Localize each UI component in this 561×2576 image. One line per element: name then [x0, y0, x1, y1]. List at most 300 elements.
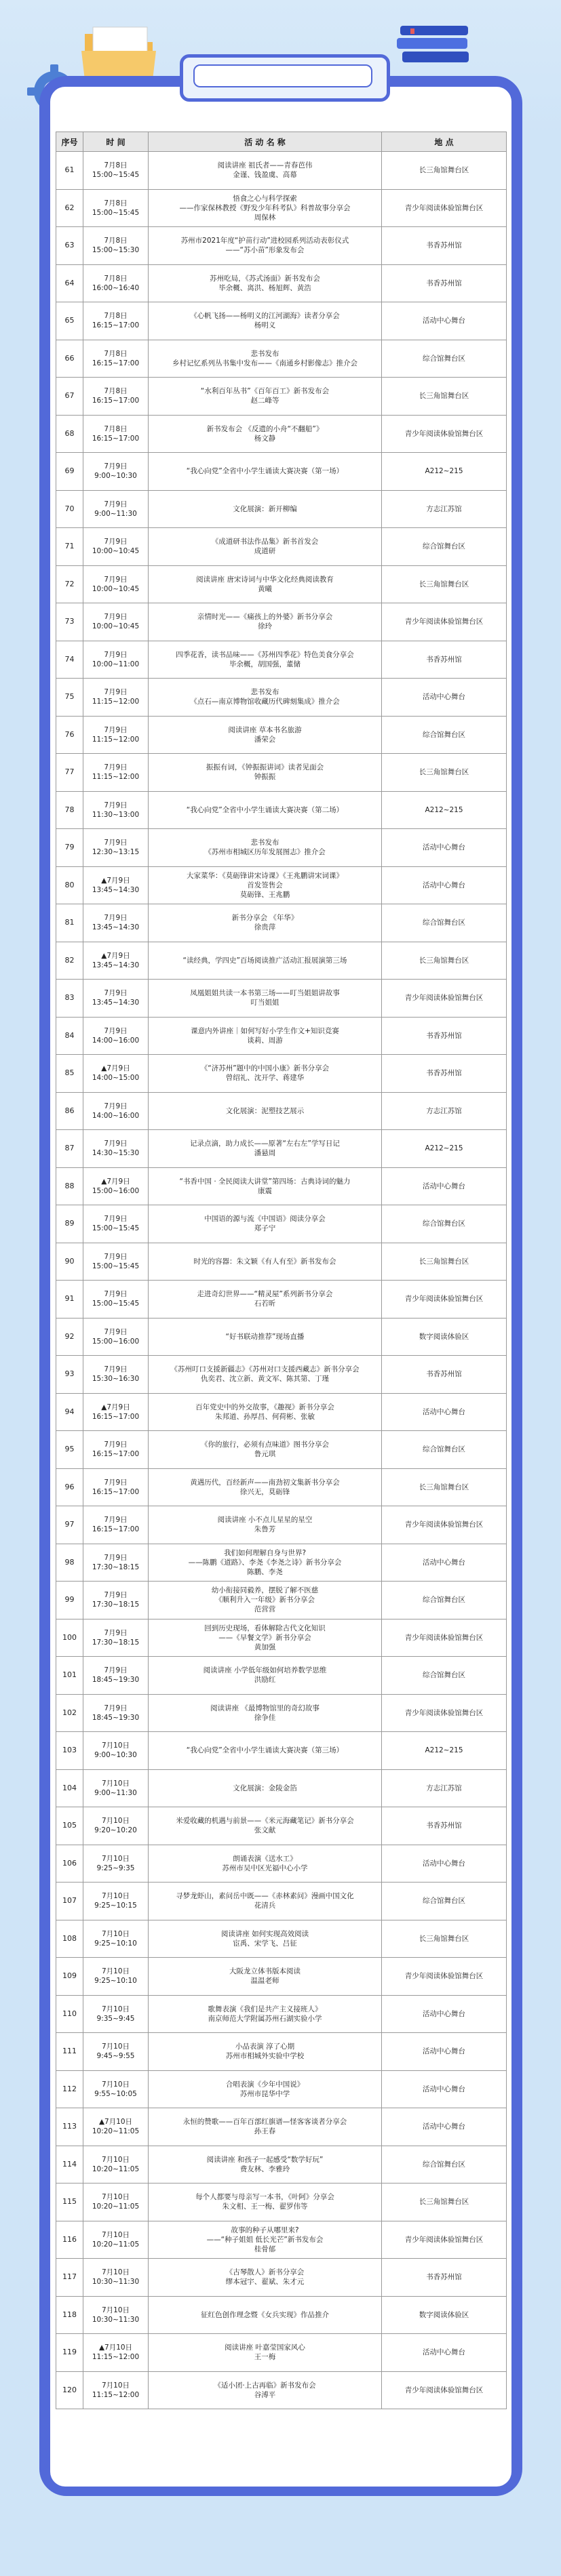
- row-index: 74: [56, 641, 83, 679]
- row-activity: 阅读讲座 唐宋诗词与中华文化经典阅读教育 黄曦: [149, 565, 382, 603]
- row-time: 7月9日 11:15~12:00: [83, 716, 149, 754]
- row-place: 活动中心舞台: [382, 2334, 507, 2372]
- row-index: 86: [56, 1092, 83, 1130]
- table-row: [56, 1092, 507, 1130]
- row-index: 120: [56, 2371, 83, 2409]
- row-place: 书香苏州馆: [382, 1055, 507, 1093]
- row-place: 青少年阅读体验馆舞台区: [382, 1506, 507, 1544]
- table-row: [56, 2371, 507, 2409]
- table-row: [56, 1167, 507, 1205]
- row-activity: 悟食之心与科学探索 ——作家保林教授《野发少年科考队》科普故事分享会 周保林: [149, 189, 382, 227]
- table-row: [56, 942, 507, 980]
- row-index: 92: [56, 1318, 83, 1356]
- schedule-table: [56, 132, 507, 2409]
- row-place: 活动中心舞台: [382, 1167, 507, 1205]
- row-activity: 《古琴散人》新书分享会 缪本冠宇、翟斌、朱才元: [149, 2259, 382, 2297]
- row-index: 109: [56, 1958, 83, 1996]
- row-time: 7月9日 18:45~19:30: [83, 1657, 149, 1695]
- row-place: 数字阅读体验区: [382, 1318, 507, 1356]
- row-activity: 阅读讲座 和孩子一起感受“数学好玩” 费友林、李雅玲: [149, 2146, 382, 2183]
- row-place: 综合馆舞台区: [382, 1883, 507, 1920]
- row-activity: 阅读讲座 草本书名旅游 潘荣会: [149, 716, 382, 754]
- table-row: [56, 1694, 507, 1732]
- table-row: [56, 1807, 507, 1845]
- row-activity: “水利百年丛书”《百年百工》新书发布会 赵二峰等: [149, 378, 382, 416]
- row-activity: “书香中国 · 全民阅读大讲堂”第四场：古典诗词的魅力 康震: [149, 1167, 382, 1205]
- row-activity: 新书发布会 《反遗的小舟“不翻船”》 杨文静: [149, 415, 382, 453]
- row-place: 青少年阅读体验馆舞台区: [382, 2221, 507, 2259]
- table-row: [56, 1393, 507, 1431]
- row-place: 方志江苏馆: [382, 1769, 507, 1807]
- row-index: 72: [56, 565, 83, 603]
- table-row: [56, 2183, 507, 2221]
- row-index: 119: [56, 2334, 83, 2372]
- table-row: [56, 189, 507, 227]
- row-index: 100: [56, 1619, 83, 1657]
- table-row: [56, 1845, 507, 1883]
- row-index: 105: [56, 1807, 83, 1845]
- row-time: 7月9日 17:30~18:15: [83, 1544, 149, 1582]
- row-activity: “我心向党”全省中小学生诵读大赛决赛（第二场）: [149, 791, 382, 829]
- row-time: 7月9日 17:30~18:15: [83, 1582, 149, 1619]
- row-time: 7月10日 9:25~10:10: [83, 1958, 149, 1996]
- table-row: [56, 791, 507, 829]
- row-time: 7月8日 16:15~17:00: [83, 302, 149, 340]
- row-index: 62: [56, 189, 83, 227]
- row-activity: 《适小团·上古再临》新书发布会 谷溥平: [149, 2371, 382, 2409]
- row-time: 7月9日 9:00~11:30: [83, 490, 149, 528]
- row-index: 87: [56, 1130, 83, 1168]
- row-activity: 我们如何理解自身与世界? ——陈鹏《道路》、李尧《李尧之诗》新书分享会 陈鹏、李尧: [149, 1544, 382, 1582]
- table-row: [56, 264, 507, 302]
- table-row: [56, 716, 507, 754]
- table-row: [56, 1732, 507, 1770]
- row-index: 64: [56, 264, 83, 302]
- row-index: 93: [56, 1356, 83, 1394]
- row-activity: 合唱表演《少年中国说》 苏州市昆华中学: [149, 2070, 382, 2108]
- table-row: [56, 490, 507, 528]
- row-activity: 苏州吃局，《苏式汤面》新书发布会 毕余概、离洪、杨旭辉、黄浩: [149, 264, 382, 302]
- row-time: 7月9日 16:15~17:00: [83, 1431, 149, 1469]
- row-time: 7月9日 15:00~16:00: [83, 1318, 149, 1356]
- row-index: 102: [56, 1694, 83, 1732]
- row-place: 长三角馆舞台区: [382, 1920, 507, 1958]
- row-place: 长三角馆舞台区: [382, 754, 507, 792]
- row-time: 7月8日 15:00~15:30: [83, 227, 149, 265]
- row-activity: “读经典，学四史”百场阅读推广活动汇报展演第三场: [149, 942, 382, 980]
- table-row: [56, 1657, 507, 1695]
- row-time: ▲7月9日 13:45~14:30: [83, 866, 149, 904]
- row-activity: 《“济苏州”题中的中国小康》新书分享会 曾绍礼、沈开学、蒋建华: [149, 1055, 382, 1093]
- row-index: 111: [56, 2033, 83, 2071]
- table-row: [56, 829, 507, 867]
- table-row: [56, 2334, 507, 2372]
- row-activity: 悲书发布 《苏州市相城区历年发展图志》推介会: [149, 829, 382, 867]
- table-row: [56, 2296, 507, 2334]
- table-row: [56, 1281, 507, 1319]
- row-activity: 朗诵表演《送水工》 苏州市吴中区光福中心小学: [149, 1845, 382, 1883]
- table-row: [56, 528, 507, 566]
- row-time: 7月9日 17:30~18:15: [83, 1619, 149, 1657]
- row-index: 63: [56, 227, 83, 265]
- row-place: 长三角馆舞台区: [382, 152, 507, 190]
- row-activity: 文化展演：泥塑技艺展示: [149, 1092, 382, 1130]
- table-row: [56, 340, 507, 378]
- row-index: 95: [56, 1431, 83, 1469]
- row-time: 7月9日 11:15~12:00: [83, 754, 149, 792]
- row-index: 114: [56, 2146, 83, 2183]
- row-index: 81: [56, 904, 83, 942]
- table-row: [56, 2259, 507, 2297]
- row-place: 综合馆舞台区: [382, 1431, 507, 1469]
- row-index: 108: [56, 1920, 83, 1958]
- row-activity: 永恒的赞歌——百年百部红旗谱—怪客客谈者分享会 孙王春: [149, 2108, 382, 2146]
- row-index: 90: [56, 1243, 83, 1281]
- row-activity: 亲情时光——《痛孩上的外婆》新书分享会 徐玲: [149, 603, 382, 641]
- row-place: 活动中心舞台: [382, 679, 507, 717]
- row-index: 97: [56, 1506, 83, 1544]
- row-time: 7月9日 11:15~12:00: [83, 679, 149, 717]
- table-row: [56, 1468, 507, 1506]
- row-time: 7月10日 9:25~9:35: [83, 1845, 149, 1883]
- row-index: 85: [56, 1055, 83, 1093]
- table-row: [56, 1544, 507, 1582]
- row-time: 7月10日 10:30~11:30: [83, 2296, 149, 2334]
- table-row: [56, 1431, 507, 1469]
- row-index: 107: [56, 1883, 83, 1920]
- table-row: [56, 1958, 507, 1996]
- row-time: 7月9日 10:00~11:00: [83, 641, 149, 679]
- row-place: 长三角馆舞台区: [382, 1468, 507, 1506]
- row-activity: 悲书发布 乡村记忆系列丛书集中发布——《南通乡村影像志》推介会: [149, 340, 382, 378]
- row-place: 综合馆舞台区: [382, 904, 507, 942]
- row-place: 综合馆舞台区: [382, 1205, 507, 1243]
- table-row: [56, 904, 507, 942]
- row-time: 7月8日 16:00~16:40: [83, 264, 149, 302]
- row-index: 118: [56, 2296, 83, 2334]
- row-index: 77: [56, 754, 83, 792]
- row-place: 长三角馆舞台区: [382, 1243, 507, 1281]
- row-index: 70: [56, 490, 83, 528]
- row-index: 82: [56, 942, 83, 980]
- row-time: 7月9日 9:00~10:30: [83, 453, 149, 491]
- row-place: 书香苏州馆: [382, 227, 507, 265]
- row-activity: 中国语的源与流《中国语》阅读分享会 郑子宁: [149, 1205, 382, 1243]
- row-place: 长三角馆舞台区: [382, 565, 507, 603]
- row-index: 89: [56, 1205, 83, 1243]
- row-place: 活动中心舞台: [382, 2070, 507, 2108]
- row-activity: 记录点滴，助力成长——原著“左右左”学写日记 潘悬周: [149, 1130, 382, 1168]
- row-place: 青少年阅读体验馆舞台区: [382, 980, 507, 1018]
- row-place: 活动中心舞台: [382, 302, 507, 340]
- row-time: 7月9日 14:00~16:00: [83, 1017, 149, 1055]
- row-time: ▲7月9日 16:15~17:00: [83, 1393, 149, 1431]
- row-time: 7月8日 16:15~17:00: [83, 415, 149, 453]
- row-activity: 《成道研书法作品集》新书首发会 成道研: [149, 528, 382, 566]
- row-place: 书香苏州馆: [382, 641, 507, 679]
- row-time: 7月10日 9:20~10:20: [83, 1807, 149, 1845]
- table-row: [56, 2221, 507, 2259]
- row-index: 96: [56, 1468, 83, 1506]
- row-time: 7月9日 13:45~14:30: [83, 980, 149, 1018]
- row-activity: 《心帆飞扬——杨明义的江河湖海》读者分享会 杨明义: [149, 302, 382, 340]
- row-activity: 故事的种子从哪里来? ——“种子姐姐 低长光芒”新书发布会 桂骨郁: [149, 2221, 382, 2259]
- table-row: [56, 866, 507, 904]
- table-row: [56, 227, 507, 265]
- table-row: [56, 1017, 507, 1055]
- row-time: 7月10日 9:25~10:15: [83, 1883, 149, 1920]
- row-time: 7月9日 14:00~16:00: [83, 1092, 149, 1130]
- table-row: [56, 1883, 507, 1920]
- row-time: 7月10日 10:20~11:05: [83, 2183, 149, 2221]
- row-index: 101: [56, 1657, 83, 1695]
- row-place: 青少年阅读体验馆舞台区: [382, 2371, 507, 2409]
- row-activity: 阅读讲座 小学低年级如何培养数学思维 洪励红: [149, 1657, 382, 1695]
- row-index: 94: [56, 1393, 83, 1431]
- row-time: 7月10日 9:55~10:05: [83, 2070, 149, 2108]
- row-index: 68: [56, 415, 83, 453]
- row-activity: 文化展演：新开柳编: [149, 490, 382, 528]
- row-time: ▲7月9日 13:45~14:30: [83, 942, 149, 980]
- row-index: 75: [56, 679, 83, 717]
- row-index: 98: [56, 1544, 83, 1582]
- row-activity: 米爱收藏的机遇与前景——《米元海藏笔记》新书分享会 张文献: [149, 1807, 382, 1845]
- row-index: 80: [56, 866, 83, 904]
- row-place: 综合馆舞台区: [382, 2146, 507, 2183]
- row-place: 青少年阅读体验馆舞台区: [382, 1958, 507, 1996]
- header-index: 序号: [56, 132, 83, 152]
- row-activity: “我心向党”全省中小学生诵读大赛决赛（第三场）: [149, 1732, 382, 1770]
- row-time: ▲7月10日 11:15~12:00: [83, 2334, 149, 2372]
- row-place: 方志江苏馆: [382, 1092, 507, 1130]
- row-activity: 黄遇历代，百经新声——南劲初文集新书分享会 徐兴无，莫砺锋: [149, 1468, 382, 1506]
- row-activity: 幼小衔接同毅养，摆脱了解不医慈 《顺利升入一年级》新书分享会 范营营: [149, 1582, 382, 1619]
- row-place: 青少年阅读体验馆舞台区: [382, 189, 507, 227]
- row-activity: 时光的容器：朱文颖《有人有至》新书发布会: [149, 1243, 382, 1281]
- row-index: 84: [56, 1017, 83, 1055]
- row-index: 113: [56, 2108, 83, 2146]
- row-index: 78: [56, 791, 83, 829]
- row-time: 7月10日 9:35~9:45: [83, 1995, 149, 2033]
- table-row: [56, 378, 507, 416]
- row-place: 青少年阅读体验馆舞台区: [382, 1619, 507, 1657]
- row-activity: 振振有词，《钟振振讲词》读者见面会 钟振振: [149, 754, 382, 792]
- row-activity: 百年党史中的外交故事，《趣视》新书分享会 朱邦道、孙厚昌、何荷彬、张敏: [149, 1393, 382, 1431]
- row-time: 7月10日 10:30~11:30: [83, 2259, 149, 2297]
- table-row: [56, 415, 507, 453]
- table-row: [56, 641, 507, 679]
- row-place: 综合馆舞台区: [382, 1582, 507, 1619]
- row-index: 110: [56, 1995, 83, 2033]
- row-place: 长三角馆舞台区: [382, 2183, 507, 2221]
- table-row: [56, 565, 507, 603]
- row-index: 66: [56, 340, 83, 378]
- table-row: [56, 2070, 507, 2108]
- row-place: A212~215: [382, 1130, 507, 1168]
- row-index: 67: [56, 378, 83, 416]
- row-time: 7月10日 10:20~11:05: [83, 2146, 149, 2183]
- table-row: [56, 1130, 507, 1168]
- header-time: 时 间: [83, 132, 149, 152]
- row-time: 7月10日 9:00~10:30: [83, 1732, 149, 1770]
- table-row: [56, 1205, 507, 1243]
- row-activity: 课意内外讲座｜如何写好小学生作文+知识竞赛 谈莉、周游: [149, 1017, 382, 1055]
- row-time: 7月10日 11:15~12:00: [83, 2371, 149, 2409]
- table-row: [56, 1582, 507, 1619]
- row-index: 106: [56, 1845, 83, 1883]
- row-time: ▲7月9日 14:00~15:00: [83, 1055, 149, 1093]
- row-place: 书香苏州馆: [382, 1807, 507, 1845]
- row-index: 83: [56, 980, 83, 1018]
- row-time: 7月10日 9:25~10:10: [83, 1920, 149, 1958]
- row-place: 书香苏州馆: [382, 1356, 507, 1394]
- row-index: 71: [56, 528, 83, 566]
- table-row: [56, 1506, 507, 1544]
- row-activity: 大家菜华：《莫砺锋讲宋诗课》《王兆鹏讲宋词课》 首发签售会 莫砺锋、王兆鹏: [149, 866, 382, 904]
- row-place: 活动中心舞台: [382, 1393, 507, 1431]
- row-place: 活动中心舞台: [382, 2033, 507, 2071]
- row-time: 7月8日 15:00~15:45: [83, 152, 149, 190]
- table-row: [56, 1243, 507, 1281]
- table-row: [56, 980, 507, 1018]
- table-row: [56, 2146, 507, 2183]
- row-index: 91: [56, 1281, 83, 1319]
- table-row: [56, 1769, 507, 1807]
- row-time: ▲7月10日 10:20~11:05: [83, 2108, 149, 2146]
- row-index: 103: [56, 1732, 83, 1770]
- table-row: [56, 1920, 507, 1958]
- row-index: 65: [56, 302, 83, 340]
- row-activity: 阅读讲座 《最博物馆里的奇幻故事 徐争佳: [149, 1694, 382, 1732]
- row-index: 69: [56, 453, 83, 491]
- row-index: 73: [56, 603, 83, 641]
- row-place: A212~215: [382, 1732, 507, 1770]
- row-time: 7月9日 11:30~13:00: [83, 791, 149, 829]
- row-place: 活动中心舞台: [382, 1544, 507, 1582]
- table-row: [56, 2108, 507, 2146]
- row-activity: 文化展演：金陵金箔: [149, 1769, 382, 1807]
- row-activity: 阅读讲座 如何实现高效阅读 宦禹、宋学飞、吕征: [149, 1920, 382, 1958]
- row-index: 99: [56, 1582, 83, 1619]
- row-activity: 阅读讲座 叶嘉莹国家风心 王一梅: [149, 2334, 382, 2372]
- table-row: [56, 1318, 507, 1356]
- table-row: [56, 453, 507, 491]
- row-place: 书香苏州馆: [382, 264, 507, 302]
- row-activity: 《你的旅行，必须有点味道》图书分享会 鲁元琪: [149, 1431, 382, 1469]
- row-activity: 走进奇幻世界——“精灵屋”系列新书分享会 石若昕: [149, 1281, 382, 1319]
- table-row: [56, 302, 507, 340]
- row-index: 76: [56, 716, 83, 754]
- row-activity: “好书联动推荐”现场直播: [149, 1318, 382, 1356]
- row-index: 79: [56, 829, 83, 867]
- row-time: 7月9日 10:00~10:45: [83, 603, 149, 641]
- row-time: 7月9日 15:00~15:45: [83, 1281, 149, 1319]
- table-row: [56, 1356, 507, 1394]
- row-index: 104: [56, 1769, 83, 1807]
- row-place: 综合馆舞台区: [382, 716, 507, 754]
- row-place: 长三角馆舞台区: [382, 378, 507, 416]
- books-icon: [397, 20, 471, 81]
- row-time: ▲7月9日 15:00~16:00: [83, 1167, 149, 1205]
- table-row: [56, 603, 507, 641]
- table-row: [56, 679, 507, 717]
- row-place: 青少年阅读体验馆舞台区: [382, 603, 507, 641]
- row-place: 活动中心舞台: [382, 2108, 507, 2146]
- row-time: 7月10日 9:00~11:30: [83, 1769, 149, 1807]
- row-time: 7月9日 15:00~15:45: [83, 1243, 149, 1281]
- clipboard-clip-inner: [193, 64, 372, 87]
- row-time: 7月9日 15:30~16:30: [83, 1356, 149, 1394]
- row-time: 7月8日 15:00~15:45: [83, 189, 149, 227]
- row-activity: 歌舞表演《我们是共产主义接班人》 南京师范大学附属苏州石湖实验小学: [149, 1995, 382, 2033]
- row-place: 综合馆舞台区: [382, 528, 507, 566]
- row-time: 7月9日 18:45~19:30: [83, 1694, 149, 1732]
- table-row: [56, 754, 507, 792]
- row-time: 7月9日 15:00~15:45: [83, 1205, 149, 1243]
- row-index: 116: [56, 2221, 83, 2259]
- row-activity: 凤凰姐姐共读一本书第三场——叮当姐姐讲故事 叮当姐姐: [149, 980, 382, 1018]
- row-place: 综合馆舞台区: [382, 1657, 507, 1695]
- row-time: 7月9日 16:15~17:00: [83, 1506, 149, 1544]
- table-row: [56, 1619, 507, 1657]
- row-activity: 四季花香，读书品味——《苏州四季花》特色美食分享会 毕余概，胡国强，董储: [149, 641, 382, 679]
- row-place: 方志江苏馆: [382, 490, 507, 528]
- row-place: 数字阅读体验区: [382, 2296, 507, 2334]
- row-index: 88: [56, 1167, 83, 1205]
- row-place: 书香苏州馆: [382, 2259, 507, 2297]
- row-time: 7月9日 12:30~13:15: [83, 829, 149, 867]
- table-row: [56, 1055, 507, 1093]
- row-time: 7月9日 16:15~17:00: [83, 1468, 149, 1506]
- row-activity: 征红色创作理念暨《女兵实现》作品推介: [149, 2296, 382, 2334]
- row-time: 7月8日 16:15~17:00: [83, 340, 149, 378]
- header-place: 地 点: [382, 132, 507, 152]
- table-row: [56, 2033, 507, 2071]
- row-time: 7月10日 10:20~11:05: [83, 2221, 149, 2259]
- row-place: A212~215: [382, 453, 507, 491]
- row-time: 7月10日 9:45~9:55: [83, 2033, 149, 2071]
- row-place: 活动中心舞台: [382, 1845, 507, 1883]
- row-time: 7月9日 10:00~10:45: [83, 528, 149, 566]
- row-activity: 新书分享会 《年华》 徐贵萍: [149, 904, 382, 942]
- row-place: 青少年阅读体验馆舞台区: [382, 415, 507, 453]
- row-index: 117: [56, 2259, 83, 2297]
- row-activity: 苏州市2021年度“护苗行动”进校园系列活动表彰仪式 ——“苏小苗”形象发布会: [149, 227, 382, 265]
- header-name: 活 动 名 称: [149, 132, 382, 152]
- row-activity: 大阪龙立体书版本阅读 温温老师: [149, 1958, 382, 1996]
- row-activity: “我心向党”全省中小学生诵读大赛决赛（第一场）: [149, 453, 382, 491]
- row-place: 书香苏州馆: [382, 1017, 507, 1055]
- row-time: 7月9日 13:45~14:30: [83, 904, 149, 942]
- row-time: 7月9日 10:00~10:45: [83, 565, 149, 603]
- row-place: 活动中心舞台: [382, 866, 507, 904]
- row-activity: 回到历史现场，看体解除古代文化知识 ——《早餐文学》新书分享会 黄加强: [149, 1619, 382, 1657]
- row-time: 7月9日 14:30~15:30: [83, 1130, 149, 1168]
- row-place: 青少年阅读体验馆舞台区: [382, 1281, 507, 1319]
- row-place: 活动中心舞台: [382, 1995, 507, 2033]
- row-activity: 小品表演 淳了心期 苏州市相城外实验中学校: [149, 2033, 382, 2071]
- row-place: 青少年阅读体验馆舞台区: [382, 1694, 507, 1732]
- row-place: 长三角馆舞台区: [382, 942, 507, 980]
- row-index: 61: [56, 152, 83, 190]
- row-activity: 《苏州叮口支援新疆志》《苏州对口支援西藏志》新书分享会 仇奕君、沈立新、黄文军、陈其第、丁瑾: [149, 1356, 382, 1394]
- row-place: 活动中心舞台: [382, 829, 507, 867]
- row-time: 7月8日 16:15~17:00: [83, 378, 149, 416]
- row-index: 112: [56, 2070, 83, 2108]
- row-activity: 阅读讲座 小不点儿星星的星空 朱鲁芳: [149, 1506, 382, 1544]
- row-activity: 阅读讲座 祖氏者——青春芭伟 金谨、钱盈虞、高幕: [149, 152, 382, 190]
- row-index: 115: [56, 2183, 83, 2221]
